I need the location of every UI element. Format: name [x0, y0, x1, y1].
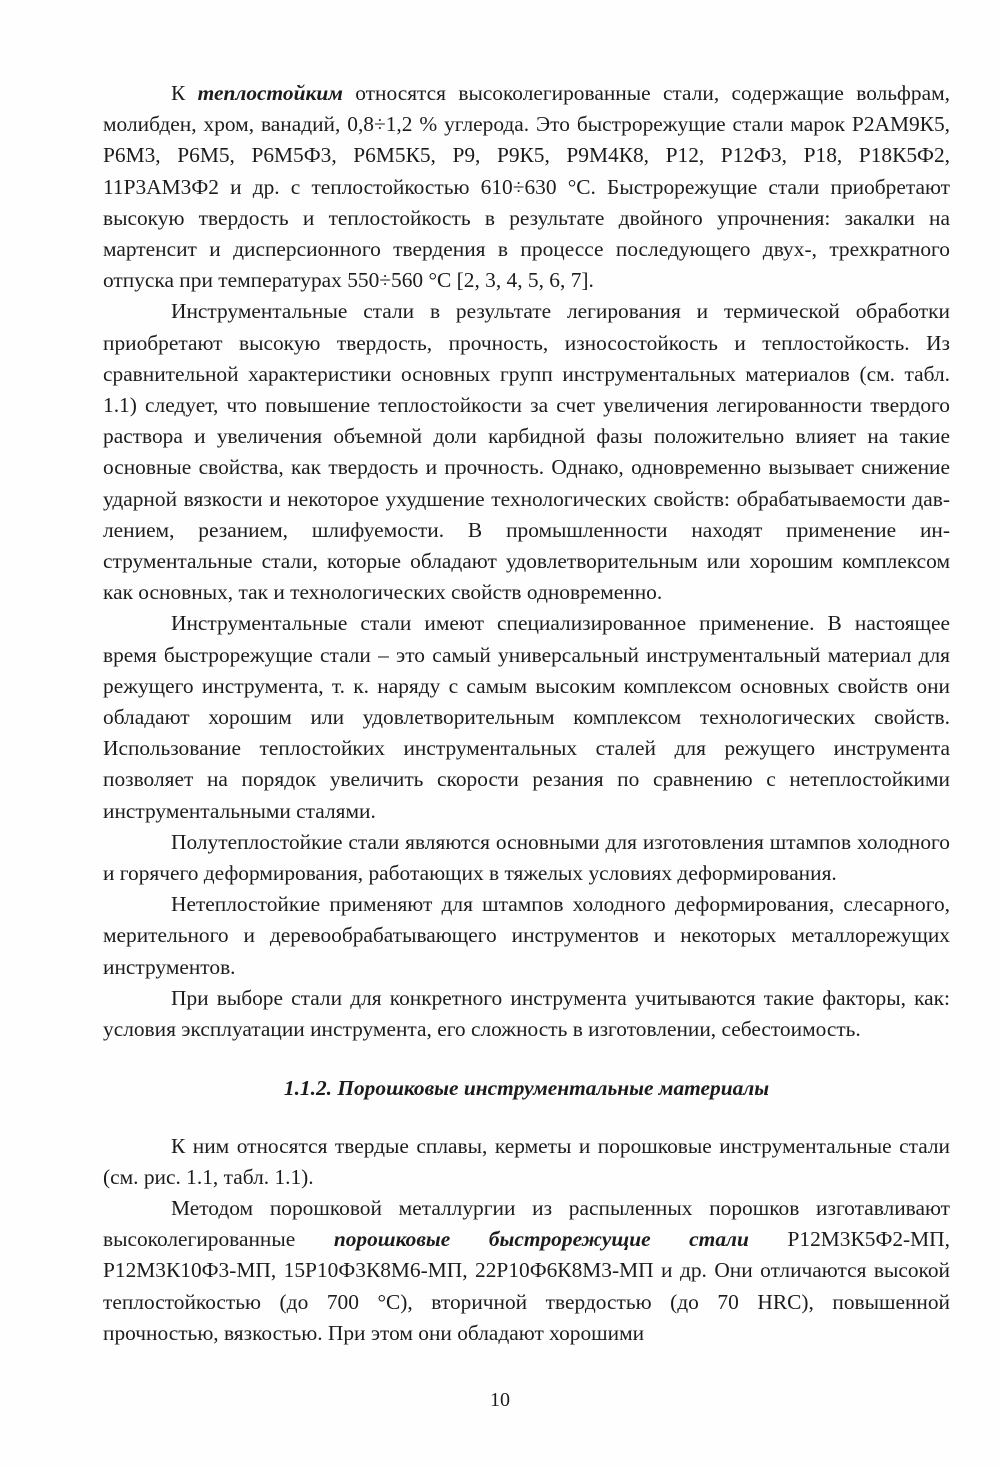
page-number: 10 — [490, 1389, 510, 1411]
section-heading: 1.1.2. Порошковые инструментальные материалы — [283, 1076, 770, 1101]
paragraph-semi-heat-resistant: Полутеплостойкие стали являются основными для изготовления штампов холодного и горячего деформирования, работающих в тяжелых условиях деформирования. — [103, 829, 950, 886]
term-heat-resistant: теплостойким — [197, 81, 343, 105]
paragraph-steel-selection: При выборе стали для конкретного инструмента учитываются такие факторы, как: условия эксплуатации инструмента, его сложность в изготовлении, себестоимость. — [103, 985, 950, 1042]
paragraph-non-heat-resistant: Нетеплостойкие применяют для штампов холодного деформирования, слесарного, мерительного и деревообрабатывающего инструментов и некоторых металлорежущих инструментов. — [103, 892, 950, 979]
paragraph-specialized-application: Инструментальные стали имеют специализированное применение. В настоящее время быстрорежущие стали – это самый универсальный инструментальный материал для режущего инструмента, т. к. наряду с самым высоким комплексом основных свойств они обладают хорошим или удовлетворительным комплексом технологических свойств. Использование теплостойких инструментальных сталей для режущего инструмента позволяет на порядок увеличить скорости резания по сравнению с нетеплостойкими инструментальными сталями. — [103, 611, 950, 823]
term-powder-high-speed-steels: порошковые быстрорежущие стали — [333, 1227, 749, 1252]
body-text — [103, 78, 950, 1349]
paragraph-heat-resistant-steels: К теплостойким относятся высоколегированные стали, содержащие вольфрам, молибден, хром, ванадий, 0,8÷1,2 % углерода. Это быстрорежущие стали марок Р2АМ9К5, Р6М3, Р6М5, Р6М5Ф3, Р6М5К5, Р9, Р9К5, Р9М4К8, Р12, Р12Ф3, Р18, Р18К5Ф2, 11Р3АМ3Ф2 и др. с теплостойкостью 610÷630 °С. Быстрорежущие стали приобретают высокую твердость и теплостойкость в результате двойного упрочнения: закалки на мартенсит и дисперсионного твердения в процессе последующего двух-, трехкратного отпуска при температурах 550÷560 °С [2, 3, 4, 5, 6, 7]. — [103, 81, 950, 293]
paragraph-tool-steel-properties: Инструментальные стали в результате легирования и термической обработки приобретают высокую твердость, прочность, износостойкость и теплостойкость. Из сравнительной характеристики основных групп инструментальных материалов (см. табл. 1.1) следует, что повышение теплостойкости за счет увеличения легированности твердого раствора и увеличения объемной доли карбидной фазы положительно влияет на такие основные свойства, как твердость и прочность. Однако, одновременно вызывает снижение ударной вязкости и некоторое ухудшение технологических свойств: обрабатываемости давлением, резанием, шлифуемости. В промышленности находят применение инструментальные стали, которые обладают удовлетворительным или хорошим комплексом как основных, так и технологических свойств одновременно. — [103, 299, 950, 605]
paragraph-powder-materials-intro: К ним относятся твердые сплавы, керметы и порошковые инструментальные стали (см. рис. 1.1, табл. 1.1). — [103, 1133, 950, 1189]
paragraph-powder-high-speed-steels: Методом порошковой металлургии из распыленных порошков изготавливают высоколегированные порошковые быстрорежущие стали Р12М3К5Ф2-МП, Р12М3К10Ф3-МП, 15Р10Ф3К8М6-МП, 22Р10Ф6К8М3-МП и др. Они отличаются высокой теплостойкостью (до 700 °С), вторичной твердостью (до 70 HRC), повышенной прочностью, вязкостью. При этом они обладают хорошими — [103, 1195, 950, 1345]
